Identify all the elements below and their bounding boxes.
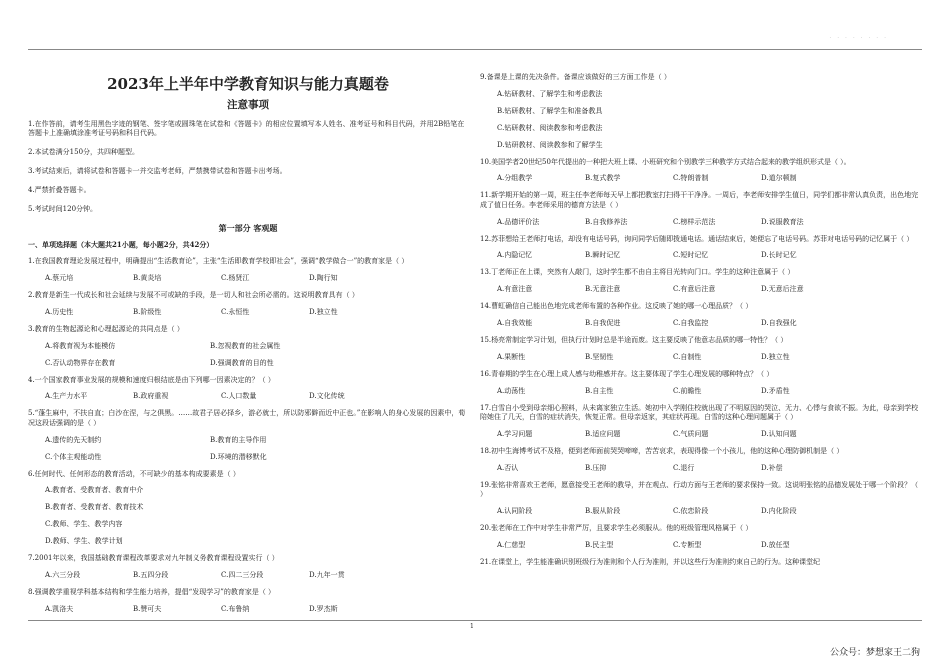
answer-option[interactable]: D.放任型	[761, 540, 790, 549]
answer-option[interactable]: D.无意后注意	[761, 285, 804, 294]
answer-option[interactable]: C.四二三分段	[221, 570, 264, 579]
answer-option[interactable]: B.瞬时记忆	[585, 251, 621, 260]
answer-option[interactable]: B.民主型	[585, 540, 614, 549]
answer-option[interactable]: D.文化传统	[309, 392, 345, 401]
answer-option[interactable]: B.复式教学	[585, 174, 621, 183]
answer-option[interactable]: B.压抑	[585, 463, 607, 472]
answer-option[interactable]: B.政府重视	[133, 392, 169, 401]
answer-option[interactable]: C.布鲁纳	[221, 604, 250, 613]
answer-option[interactable]: D.说服教育法	[761, 217, 804, 226]
answer-option[interactable]: A.六三分段	[45, 570, 81, 579]
answer-option[interactable]: A.凯洛夫	[45, 604, 74, 613]
answer-option[interactable]: A.有意注意	[497, 285, 533, 294]
question-stem: 14.曹虹确信自己能出色地完成老师布置的各种作业。这反映了她的哪一心理品质？（ ）	[480, 302, 753, 311]
question-stem: 8.强调教学重视学科基本结构和学生能力培养，提倡“发现学习”的教育家是（ ）	[28, 587, 276, 596]
answer-option[interactable]: B.钻研教材、了解学生和准备教具	[497, 106, 603, 115]
answer-option[interactable]: C.特朗普制	[673, 174, 709, 183]
answer-option[interactable]: A.历史性	[45, 307, 74, 316]
answer-option[interactable]: D.罗杰斯	[309, 604, 338, 613]
option-row	[480, 319, 922, 328]
answer-option[interactable]: A.蔡元培	[45, 274, 74, 283]
answer-option[interactable]: D.长时记忆	[761, 251, 797, 260]
notice-heading: 注意事项	[227, 99, 269, 111]
notice-item: 2.本试卷满分150分，共四种题型。	[28, 148, 140, 157]
question-stem: 13.丁老师正在上课，突然有人敲门，这时学生都不由自主将目光转向门口。学生的这种注意属于（ ）	[480, 268, 795, 277]
answer-option[interactable]: B.自我修养法	[585, 217, 628, 226]
option-row	[480, 464, 922, 473]
answer-option[interactable]: B.阶级性	[133, 307, 162, 316]
option-row	[480, 251, 922, 260]
bottom-rule	[28, 620, 922, 621]
header-watermark: · · · · · · · ·	[829, 35, 888, 42]
option-row	[480, 174, 922, 183]
answer-option[interactable]: B.忽视教育的社会属性	[210, 341, 281, 350]
answer-option[interactable]: B.适应问题	[585, 429, 621, 438]
answer-option[interactable]: C.短时记忆	[673, 251, 709, 260]
answer-option[interactable]: A.教育者、受教育者、教育中介	[45, 486, 144, 495]
option-row	[28, 274, 468, 283]
answer-option[interactable]: C.有意后注意	[673, 285, 716, 294]
answer-option[interactable]: A.果断性	[497, 352, 526, 361]
answer-option[interactable]: A.生产力水平	[45, 392, 88, 401]
page-number: 1	[470, 623, 474, 630]
answer-option[interactable]: D.教师、学生、教学计划	[45, 537, 123, 546]
option-row	[480, 353, 922, 362]
answer-option[interactable]: D.环境的潜移默化	[210, 452, 267, 461]
answer-option[interactable]: A.动荡性	[497, 386, 526, 395]
answer-option[interactable]: D.道尔顿制	[761, 174, 797, 183]
answer-option[interactable]: B.教育者、受教育者、教育技术	[45, 503, 144, 512]
question-stem: 18.初中生海博考试不及格，便到老师面前哭哭啼啼，苦苦哀求，表现得像一个小孩儿，他的这种心理防御机制是（ ）	[480, 446, 844, 455]
question-stem: 11.新学期开始的第一周，班主任李老师每天早上都把教室打扫得干干净净。一周后，李老师安排学生值日，同学们都非常认真负责，出色地完成了值日任务。李老师采用的德育方法是（ ）	[480, 191, 919, 209]
answer-option[interactable]: C.自制性	[673, 352, 702, 361]
answer-option[interactable]: B.黄炎培	[133, 274, 162, 283]
part-heading: 第一部分 客观题	[218, 223, 278, 234]
answer-option[interactable]: D.矛盾性	[761, 386, 790, 395]
right-column	[480, 60, 922, 575]
answer-option[interactable]: D.强调教育的目的性	[210, 358, 274, 367]
answer-option[interactable]: D.补偿	[761, 463, 783, 472]
question-stem: 5.“蓬生麻中，不扶自直；白沙在涅，与之俱黑。……故君子居必择乡，游必就士，所以防邪僻而近中正也。”在影响人的身心发展的因素中，荀况这段话强调的是（ ）	[28, 409, 466, 427]
answer-option[interactable]: B.自我促进	[585, 319, 621, 328]
option-grid	[28, 436, 468, 462]
question-stem: 15.杨亮常制定学习计划，但执行计划时总是半途而废。这主要反映了他意志品质的哪一特性？（ ）	[480, 336, 788, 344]
section-heading: 一、单项选择题（本大题共21小题，每小题2分，共42分）	[28, 239, 214, 249]
answer-option[interactable]: D.自我强化	[761, 319, 797, 328]
question-stem: 19.张铭非常喜欢王老师，愿意接受王老师的教导，并在观点、行动方面与王老师的要求保持一致。这说明张铭的品德发展处于哪一个阶段？（ ）	[480, 480, 919, 499]
answer-option[interactable]: C.人口数量	[221, 392, 257, 401]
answer-option[interactable]: B.五四分段	[133, 570, 169, 579]
answer-option[interactable]: C.前瞻性	[673, 386, 702, 395]
top-rule	[28, 49, 922, 50]
answer-option[interactable]: A.仁慈型	[497, 540, 526, 549]
question-stem: 6.任何时代、任何形态的教育活动，不可缺少的基本构成要素是（ ）	[28, 469, 240, 478]
option-row	[28, 605, 468, 614]
option-row	[480, 541, 922, 550]
option-row	[480, 285, 922, 294]
answer-option[interactable]: A.内隐记忆	[497, 251, 533, 260]
notice-item: 1.在作答前，请考生用黑色字迹的钢笔、签字笔或圆珠笔在试卷和《答题卡》的相应位置填写本人姓名、准考证号和科目代码，并用2B铅笔在答题卡上准确填涂准考证号码和科目代码。	[28, 120, 465, 138]
answer-option[interactable]: C.自我监控	[673, 319, 709, 328]
answer-option[interactable]: C.退行	[673, 463, 695, 472]
option-row	[28, 308, 468, 317]
option-row	[480, 218, 922, 227]
question-stem: 12.苏菲想给王老师打电话，却没有电话号码，询问同学后随即拨通电话。通话结束后，她便忘了电话号码。苏菲对电话号码的记忆属于（ ）	[480, 234, 914, 243]
answer-option[interactable]: A.钻研教材、了解学生和考虑教法	[497, 89, 603, 98]
answer-option[interactable]: B.无意注意	[585, 285, 621, 294]
answer-option[interactable]: C.钻研教材、阅读教参和考虑教法	[497, 123, 603, 132]
answer-option[interactable]: A.分组教学	[497, 174, 533, 183]
answer-option[interactable]: C.否认动物界存在教育	[45, 358, 116, 367]
answer-option[interactable]: C.气质问题	[673, 429, 709, 438]
answer-option[interactable]: D.钻研教材、阅读教参和了解学生	[497, 140, 603, 149]
question-stem: 16.青春期的学生在心理上成人感与幼稚感并存。这主要体现了学生心理发展的哪种特点？（ ）	[480, 369, 774, 378]
answer-option[interactable]: D.独立性	[761, 352, 790, 361]
answer-option[interactable]: D.独立性	[309, 307, 338, 316]
exam-title: 2023年上半年中学教育知识与能力真题卷	[107, 75, 389, 93]
notice-item: 3.考试结束后，请将试卷和答题卡一并交监考老师，严禁携带试卷和答题卡出考场。	[28, 167, 287, 176]
answer-option[interactable]: A.认同阶段	[497, 506, 533, 515]
answer-option[interactable]: A.自我效能	[497, 319, 533, 328]
option-row	[28, 571, 468, 580]
option-row	[480, 430, 922, 439]
option-grid	[28, 342, 468, 368]
answer-option[interactable]: A.学习问题	[497, 429, 533, 438]
answer-option[interactable]: C.教师、学生、教学内容	[45, 520, 123, 529]
option-row	[480, 507, 922, 516]
notice-list	[28, 120, 468, 215]
answer-option[interactable]: B.教育的主导作用	[210, 435, 267, 444]
answer-option[interactable]: D.内化阶段	[761, 506, 797, 515]
answer-option[interactable]: A.否认	[497, 463, 519, 472]
answer-option[interactable]: D.陶行知	[309, 274, 338, 283]
answer-option[interactable]: B.赞可夫	[133, 604, 162, 613]
notice-item: 5.考试时间120分钟。	[28, 205, 98, 214]
answer-option[interactable]: B.自主性	[585, 386, 614, 395]
option-row	[480, 387, 922, 396]
answer-option[interactable]: C.个体主观能动性	[45, 452, 102, 461]
answer-option[interactable]: A.遗传的先天制约	[45, 435, 102, 444]
question-stem: 9.备课是上课的先决条件。备课应该做好的三方面工作是（ ）	[480, 73, 671, 81]
notice-item: 4.严禁折叠答题卡。	[28, 186, 91, 195]
question-stem: 21.在课堂上，学生能准确识别班级行为准则和个人行为准则，并以这些行为准则约束自己的行为。这种课堂纪	[480, 557, 821, 566]
question-stem: 17.白雪自小受到母亲细心照料，从未离家独立生活。她初中入学刚住校就出现了不明原因的哭泣、无力、心悸与食欲不振。为此，母亲到学校陪她住了几天，白雪的症状消失，恢复正常。但母亲返家，其症状再现。白雪的这种心理问题属于（ ）	[480, 403, 919, 422]
answer-option[interactable]: B.服从阶段	[585, 506, 621, 515]
question-list-right	[480, 73, 922, 567]
answer-option[interactable]: A.品德评价法	[497, 217, 540, 226]
answer-option[interactable]: C.杨贤江	[221, 274, 250, 283]
question-stem: 1.在我国教育理论发展过程中，明确提出“生活教育论”，主张“生活即教育学校即社会”，强调“教学做合一”的教育家是（ ）	[28, 257, 409, 266]
answer-option[interactable]: C.榜样示范法	[673, 217, 716, 226]
answer-option[interactable]: C.依恋阶段	[673, 506, 709, 515]
answer-option[interactable]: B.坚韧性	[585, 352, 614, 361]
answer-option[interactable]: D.认知问题	[761, 429, 797, 438]
option-row	[28, 392, 468, 401]
question-stem: 4.一个国家教育事业发展的规模和速度归根结底是由下列哪一因素决定的？（ ）	[28, 375, 275, 384]
left-column	[28, 60, 468, 622]
question-stem: 7.2001年以来，我国基础教育课程改革要求对九年制义务教育课程设置实行（ ）	[28, 554, 279, 563]
answer-option[interactable]: A.将教育视为本能模仿	[45, 341, 116, 350]
answer-option[interactable]: D.九年一贯	[309, 570, 345, 579]
question-list-left	[28, 257, 468, 614]
question-stem: 10.美国学者20世纪50年代提出的一种把大班上课、小班研究和个别教学三种教学方式结合起来的教学组织形式是（ ）。	[480, 157, 851, 166]
question-stem: 3.教育的生物起源论和心理起源论的共同点是（ ）	[28, 324, 184, 333]
answer-option[interactable]: C.永恒性	[221, 307, 250, 316]
answer-option[interactable]: C.专断型	[673, 540, 702, 549]
question-stem: 2.教育是新生一代成长和社会延续与发展不可或缺的手段，是一切人和社会所必需的。这说明教育具有（ ）	[28, 291, 359, 300]
footer-credit: 公众号：梦想家王二狗	[829, 648, 920, 658]
question-stem: 20.张老师在工作中对学生非常严厉，且要求学生必须服从。他的班级管理风格属于（ ）	[480, 523, 753, 532]
